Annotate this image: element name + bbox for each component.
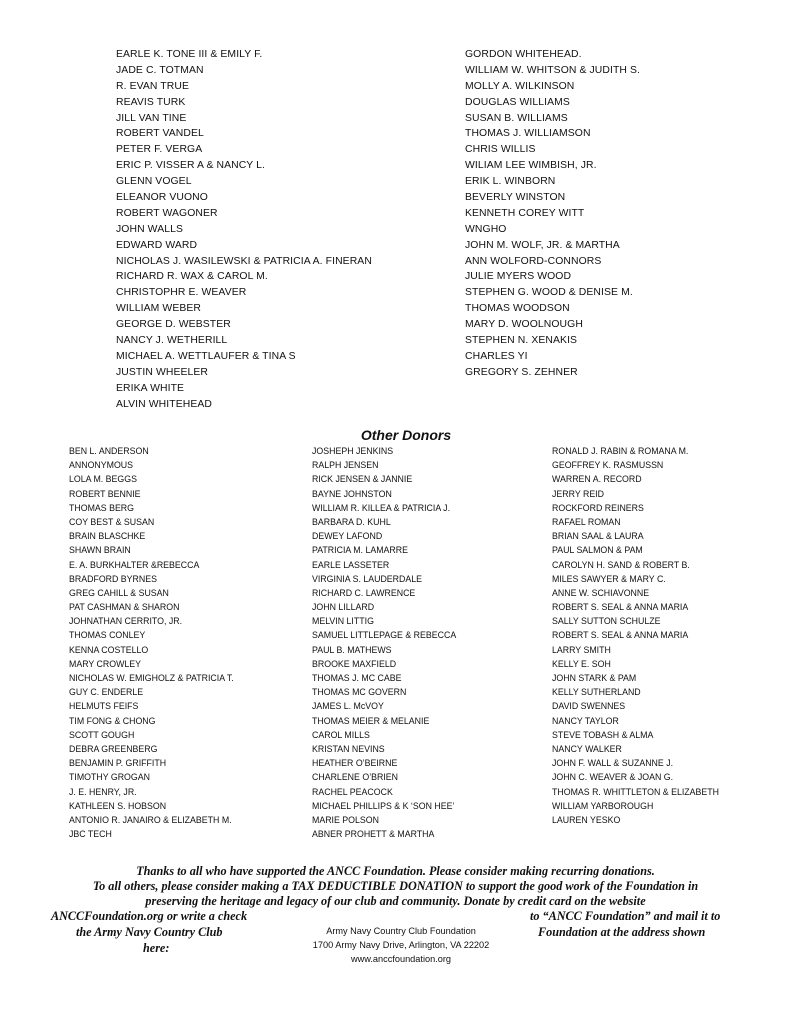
donor-name: JILL VAN TINE (116, 112, 187, 124)
donor-name: STEPHEN G. WOOD & DENISE M. (465, 287, 633, 299)
donor-name: GLENN VOGEL (116, 176, 192, 188)
donor-name: ROBERT WAGONER (116, 207, 218, 219)
donor-name: REAVIS TURK (116, 96, 186, 108)
donor-name: SUSAN B. WILLIAMS (465, 112, 568, 124)
donor-name: ROBERT VANDEL (116, 128, 204, 140)
donor-name: DEBRA GREENBERG (69, 743, 158, 754)
other-donors-column-3 (552, 444, 719, 827)
donor-name: GORDON WHITEHEAD. (465, 49, 582, 60)
other-donors-column-1 (69, 444, 234, 841)
donor-name: MOLLY A. WILKINSON (465, 80, 575, 92)
donor-name: GUY C. ENDERLE (69, 687, 144, 698)
thank-you-line-3: preserving the heritage and legacy of our club and community. Donate by credit card on the website (145, 894, 646, 908)
donor-name: WILIAM LEE WIMBISH, JR. (465, 160, 597, 172)
donor-name: PAT CASHMAN & SHARON (69, 602, 180, 613)
donor-name: SALLY SUTTON SCHULZE (552, 616, 661, 627)
donor-name: THOMAS WOODSON (465, 303, 570, 315)
thank-you-line-1: Thanks to all who have supported the ANCC Foundation. Please consider making recurring donations. (136, 864, 655, 878)
club-name-text: the Army Navy Country Club (76, 925, 223, 939)
donor-name: SHAWN BRAIN (69, 545, 131, 556)
donor-name: DOUGLAS WILLIAMS (465, 96, 570, 108)
donor-name: SAMUEL LITTLEPAGE & REBECCA (312, 630, 457, 641)
donor-name: KENNA COSTELLO (69, 644, 149, 655)
donor-name: THOMAS J. WILLIAMSON (465, 128, 591, 140)
donor-name: KATHLEEN S. HOBSON (69, 800, 167, 811)
donor-name: MICHAEL PHILLIPS & K ‘SON HEE’ (312, 800, 455, 811)
donor-name: SCOTT GOUGH (69, 729, 135, 740)
donor-name: RICHARD C. LAWRENCE (312, 587, 416, 598)
donor-name: RACHEL PEACOCK (312, 786, 393, 797)
donor-name: KENNETH COREY WITT (465, 207, 585, 219)
donor-name: BRIAN SAAL & LAURA (552, 531, 644, 542)
donor-name: ERIKA WHITE (116, 382, 185, 394)
donor-name: WILLIAM WEBER (116, 303, 202, 315)
mail-instruction-text: to “ANCC Foundation” and mail it to (530, 909, 721, 923)
donor-name: JOHNATHAN CERRITO, JR. (69, 616, 183, 627)
donor-name: BRAIN BLASCHKE (69, 531, 146, 542)
donor-name: THOMAS MC GOVERN (312, 687, 407, 698)
donor-name: CAROLYN H. SAND & ROBERT B. (552, 559, 690, 570)
donor-name: COY BEST & SUSAN (69, 516, 155, 527)
donor-name: MARIE POLSON (312, 814, 379, 825)
donor-name: ELEANOR VUONO (116, 192, 208, 204)
thank-you-line-2: To all others, please consider making a TAX DEDUCTIBLE DONATION to support the good work of the Foundation in (92, 879, 699, 893)
donor-name: VIRGINIA S. LAUDERDALE (312, 573, 422, 584)
donor-name: BEN L. ANDERSON (69, 446, 149, 456)
donor-list-top-left (116, 47, 372, 412)
donor-name: WILLIAM R. KILLEA & PATRICIA J. (312, 502, 451, 513)
donate-website-text: ANCCFoundation.org or write a check (51, 909, 248, 923)
donor-name: HELMUTS FEIFS (69, 701, 139, 712)
donor-name: ANNONYMOUS (69, 460, 134, 471)
donor-name: JUSTIN WHEELER (116, 366, 209, 378)
donor-name: MICHAEL A. WETTLAUFER & TINA S (116, 350, 296, 362)
donor-name: JADE C. TOTMAN (116, 64, 204, 76)
donor-name: JULIE MYERS WOOD (465, 271, 572, 283)
donor-name: EARLE K. TONE III & EMILY F. (116, 49, 263, 60)
donor-name: NICHOLAS W. EMIGHOLZ & PATRICIA T. (69, 673, 234, 683)
donor-name: JOHN WALLS (116, 223, 184, 235)
donor-name: JAMES L. McVOY (312, 701, 384, 712)
donor-name: CHRISTOPHR E. WEAVER (116, 287, 247, 299)
donor-name: JOHN LILLARD (312, 602, 375, 613)
donor-name: GEOFFREY K. RASMUSSN (552, 460, 664, 471)
donor-name: LAUREN YESKO (552, 814, 621, 825)
donor-name: WILLIAM W. WHITSON & JUDITH S. (465, 64, 641, 76)
donor-name: WNGHO (465, 223, 507, 235)
other-donors-column-2 (312, 444, 456, 841)
donor-name: LARRY SMITH (552, 644, 611, 655)
donor-list-top-right (465, 47, 640, 381)
donor-name: KRISTAN NEVINS (312, 743, 385, 754)
other-donors-heading: Other Donors (360, 427, 452, 443)
donor-name: ROCKFORD REINERS (552, 502, 644, 513)
donor-name: EDWARD WARD (116, 239, 198, 251)
donor-name: KELLY E. SOH (552, 658, 611, 669)
donor-name: ANN WOLFORD-CONNORS (465, 255, 602, 267)
address-street: 1700 Army Navy Drive, Arlington, VA 22202 (312, 940, 490, 950)
donor-name: GREG CAHILL & SUSAN (69, 587, 169, 598)
donor-name: RICHARD R. WAX & CAROL M. (116, 271, 268, 283)
donor-name: BEVERLY WINSTON (465, 192, 566, 204)
donor-name: ANTONIO R. JANAIRO & ELIZABETH M. (69, 814, 232, 825)
donor-name: E. A. BURKHALTER &REBECCA (69, 559, 200, 570)
donor-name: KELLY SUTHERLAND (552, 687, 641, 698)
donor-name: ERIC P. VISSER A & NANCY L. (116, 160, 265, 172)
donor-name: BROOKE MAXFIELD (312, 658, 397, 669)
mailing-address (266, 924, 536, 966)
donor-name: HEATHER O’BEIRNE (312, 758, 398, 769)
foundation-address-text: Foundation at the address shown (538, 925, 706, 939)
donor-name: J. E. HENRY, JR. (69, 786, 137, 797)
donor-name: THOMAS BERG (69, 502, 135, 513)
donor-name: TIM FONG & CHONG (69, 715, 156, 726)
donor-name: THOMAS CONLEY (69, 630, 146, 641)
donor-name: BENJAMIN P. GRIFFITH (69, 758, 167, 769)
donor-name: JOHN C. WEAVER & JOAN G. (552, 772, 674, 783)
donor-name: THOMAS MEIER & MELANIE (312, 715, 430, 726)
donor-name: GREGORY S. ZEHNER (465, 366, 578, 378)
donor-name: JOSHEPH JENKINS (312, 446, 394, 456)
donor-name: TIMOTHY GROGAN (69, 772, 150, 783)
donor-name: GEORGE D. WEBSTER (116, 319, 231, 331)
donor-name: WARREN A. RECORD (552, 474, 642, 485)
donor-name: CHRIS WILLIS (465, 144, 536, 156)
donor-name: ROBERT BENNIE (69, 488, 141, 499)
donor-name: NICHOLAS J. WASILEWSKI & PATRICIA A. FINERAN (116, 255, 372, 267)
donor-name: JOHN STARK & PAM (552, 673, 637, 683)
donor-name: STEVE TOBASH & ALMA (552, 729, 654, 740)
donor-name: JOHN F. WALL & SUZANNE J. (552, 758, 674, 769)
donor-name: DAVID SWENNES (552, 701, 626, 712)
donor-name: MELVIN LITTIG (312, 616, 374, 627)
thank-you-message (0, 864, 791, 909)
donor-name: JOHN M. WOLF, JR. & MARTHA (465, 239, 620, 251)
address-website: www.anccfoundation.org (350, 954, 452, 964)
donor-name: NANCY J. WETHERILL (116, 335, 228, 347)
donor-name: JBC TECH (69, 829, 112, 840)
donor-name: LOLA M. BEGGS (69, 474, 137, 485)
address-organization: Army Navy Country Club Foundation (326, 926, 476, 936)
donor-name: MARY CROWLEY (69, 658, 142, 669)
donor-name: PAUL B. MATHEWS (312, 644, 392, 655)
donor-name: ABNER PROHETT & MARTHA (312, 829, 435, 840)
donor-name: BAYNE JOHNSTON (312, 488, 392, 499)
donor-name: RICK JENSEN & JANNIE (312, 474, 413, 485)
here-text: here: (143, 941, 170, 955)
donor-name: THOMAS R. WHITTLETON & ELIZABETH (552, 786, 719, 797)
donor-name: THOMAS J. MC CABE (312, 673, 402, 683)
donor-name: STEPHEN N. XENAKIS (465, 335, 578, 347)
donor-name: CHARLENE O’BRIEN (312, 772, 399, 783)
donor-name: EARLE LASSETER (312, 559, 390, 570)
donor-name: PAUL SALMON & PAM (552, 545, 643, 556)
donor-name: NANCY WALKER (552, 743, 622, 754)
donor-name: WILLIAM YARBOROUGH (552, 800, 654, 811)
donor-name: JERRY REID (552, 488, 604, 499)
donor-name: ALVIN WHITEHEAD (116, 398, 212, 410)
donor-name: BRADFORD BYRNES (69, 573, 157, 584)
donor-name: DEWEY LAFOND (312, 531, 383, 542)
donor-name: CAROL MILLS (312, 729, 370, 740)
donor-name: RALPH JENSEN (312, 460, 379, 471)
donor-name: PATRICIA M. LAMARRE (312, 545, 408, 556)
donor-name: RONALD J. RABIN & ROMANA M. (552, 446, 689, 456)
donor-name: ERIK L. WINBORN (465, 176, 556, 188)
donor-name: CHARLES YI (465, 350, 528, 362)
donor-name: MILES SAWYER & MARY C. (552, 573, 666, 584)
donor-name: BARBARA D. KUHL (312, 516, 391, 527)
donor-name: MARY D. WOOLNOUGH (465, 319, 583, 331)
donor-name: ROBERT S. SEAL & ANNA MARIA (552, 630, 689, 641)
donor-name: NANCY TAYLOR (552, 715, 619, 726)
donor-name: ROBERT S. SEAL & ANNA MARIA (552, 602, 689, 613)
donor-name: R. EVAN TRUE (116, 80, 189, 92)
donor-name: PETER F. VERGA (116, 144, 203, 156)
donor-name: ANNE W. SCHIAVONNE (552, 587, 650, 598)
donor-name: RAFAEL ROMAN (552, 516, 621, 527)
